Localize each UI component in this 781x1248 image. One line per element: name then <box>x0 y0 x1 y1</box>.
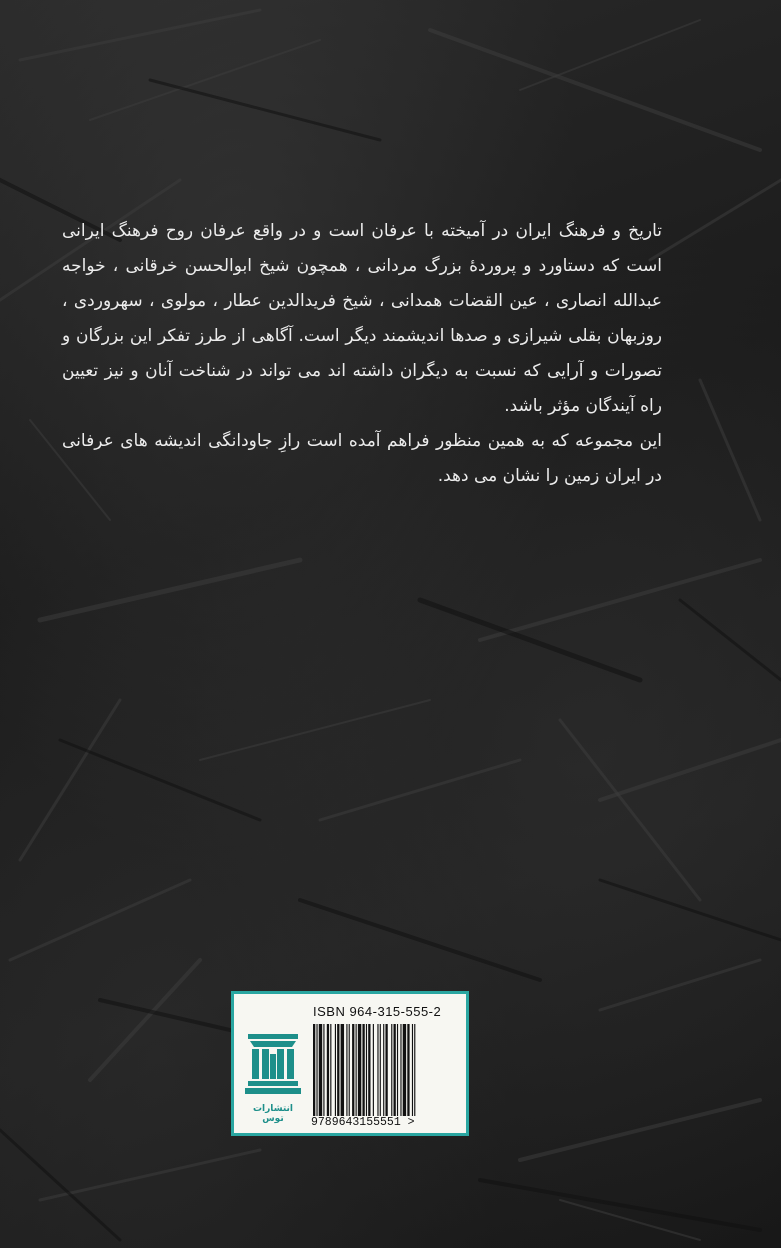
barcode-bar <box>319 1024 322 1116</box>
barcode-bar <box>323 1024 324 1116</box>
isbn-number: ISBN 964-315-555-2 <box>313 1004 442 1019</box>
barcode-bar <box>335 1024 336 1116</box>
blurb-paragraph-2: این مجموعه که به همین منظور فراهم آمده است رازِ جاودانگی اندیشه های عرفانی در ایران زمین را نشان می دهد. <box>62 431 662 486</box>
barcode-bar <box>358 1024 361 1116</box>
barcode-bar <box>316 1024 317 1116</box>
barcode-bar <box>397 1024 398 1116</box>
barcode-bar <box>341 1024 344 1116</box>
barcode-bar <box>414 1024 415 1116</box>
barcode-bar <box>380 1024 381 1116</box>
barcode <box>313 1024 461 1116</box>
barcode-bar <box>400 1024 401 1116</box>
barcode-bar <box>412 1024 413 1116</box>
barcode-bar <box>403 1024 406 1116</box>
barcode-bar <box>394 1024 396 1116</box>
back-cover-blurb <box>62 214 662 494</box>
barcode-bar <box>313 1024 315 1116</box>
publisher-name: انتشارات توس <box>253 1104 293 1124</box>
barcode-bar <box>368 1024 370 1116</box>
barcode-bar <box>349 1024 350 1116</box>
barcode-bar <box>366 1024 367 1116</box>
ean-digits: 9789643155551 > <box>311 1116 415 1129</box>
blurb-paragraph-1: تاریخ و فرهنگ ایران در آمیخته با عرفان است و در واقع عرفان روح فرهنگ ایرانی است که دستاورد و پروردهٔ بزرگ مردانی ، همچون شیخ ابوالحسن خرقانی ، خواجه عبدالله انصاری ، عین القضات همدانی ، شیخ فریدالدین عطار ، مولوی ، سهروردی ، روزبهان بقلی شیرازی و صدها اندیشمند دیگر است. آگاهی از طرز تفکر این بزرگان و تصورات و آرایی که نسبت به دیگران داشته اند می تواند در شناخت آنان و نیز تعیین راه آیندگان مؤثر باشد. <box>62 221 662 416</box>
barcode-bar <box>385 1024 387 1116</box>
barcode-bar <box>383 1024 384 1116</box>
barcode-bar <box>352 1024 354 1116</box>
barcode-bar <box>377 1024 378 1116</box>
barcode-bar <box>327 1024 329 1116</box>
barcode-bar <box>346 1024 347 1116</box>
barcode-bar <box>356 1024 357 1116</box>
barcode-bar <box>330 1024 331 1116</box>
barcode-bar <box>391 1024 392 1116</box>
isbn-barcode-box <box>231 991 469 1136</box>
barcode-bar <box>407 1024 409 1116</box>
temple-columns-icon <box>242 1032 304 1104</box>
barcode-bar <box>373 1024 374 1116</box>
barcode-bar <box>362 1024 364 1116</box>
barcode-bar <box>337 1024 339 1116</box>
